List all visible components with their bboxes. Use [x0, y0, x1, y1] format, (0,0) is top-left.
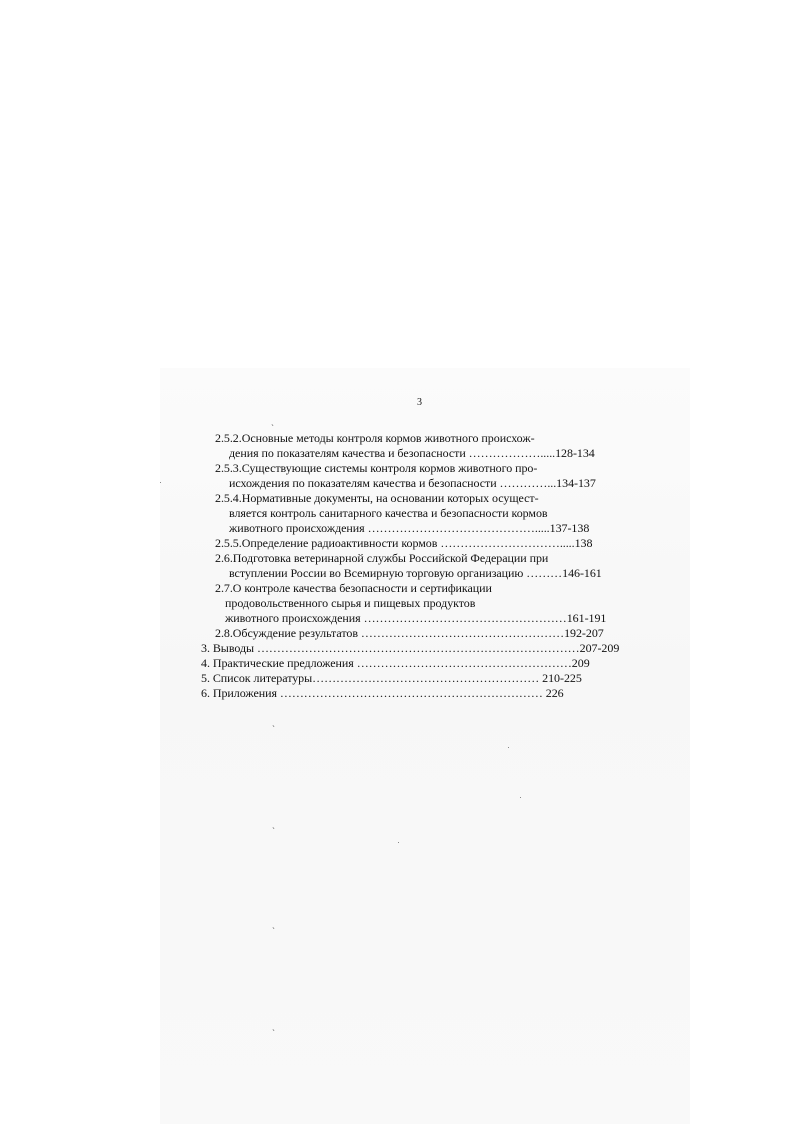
toc-entry-2-5-3-continuation: исхождения по показателям качества и безопасности …………...134-137: [229, 476, 596, 490]
toc-entry-2-7-title: 2.7.О контроле качества безопасности и сертификации: [215, 581, 492, 595]
toc-entry-2-5-2-title: 2.5.2.Основные методы контроля кормов животного происхож-: [215, 431, 535, 445]
toc-entry-2-6-title: 2.6.Подготовка ветеринарной службы Российской Федерации при: [215, 551, 549, 565]
toc-entry-2-8: 2.8.Обсуждение результатов ……………………………………………192-207: [215, 626, 604, 640]
scan-dot: [520, 797, 521, 798]
scan-speck: ˏ: [271, 416, 274, 426]
toc-entry-5: 5. Список литературы………………………………………………… 210-225: [201, 671, 582, 685]
scan-speck: ˏ: [272, 717, 275, 727]
toc-entry-2-5-3-title: 2.5.3.Существующие системы контроля кормов животного про-: [215, 461, 538, 475]
toc-entry-2-7-continuation-1: продовольственного сырья и пищевых продуктов: [225, 596, 476, 610]
scan-dot: [160, 482, 161, 483]
toc-entry-2-5-4-continuation-2: животного происхождения …………………………………….....137-138: [229, 521, 590, 535]
toc-entry-2-5-4-title: 2.5.4.Нормативные документы, на основании которых осущест-: [215, 491, 539, 505]
scan-speck: ˏ: [272, 919, 275, 929]
scan-speck: ˏ: [272, 1021, 275, 1031]
toc-entry-2-5-5: 2.5.5.Определение радиоактивности кормов ………………………….....138: [215, 536, 593, 550]
toc-entry-4: 4. Практические предложения ………………………………………………209: [201, 656, 590, 670]
toc-entry-3: 3. Выводы ………………………………………………………………………207-209: [201, 641, 620, 655]
toc-entry-2-5-4-continuation-1: вляется контроль санитарного качества и безопасности кормов: [229, 506, 548, 520]
toc-entry-2-6-continuation: вступлении России во Всемирную торговую организацию ………146-161: [229, 566, 602, 580]
scan-dot: [398, 842, 399, 843]
toc-entry-2-5-2-continuation: дения по показателям качества и безопасности ……………….....128-134: [229, 446, 595, 460]
scan-speck: ˏ: [272, 819, 275, 829]
toc-entry-2-7-continuation-2: животного происхождения ……………………………………………161-191: [225, 611, 607, 625]
page-number: 3: [417, 397, 422, 408]
toc-entry-6: 6. Приложения ………………………………………………………… 226: [201, 686, 564, 700]
scan-dot: [508, 747, 509, 748]
